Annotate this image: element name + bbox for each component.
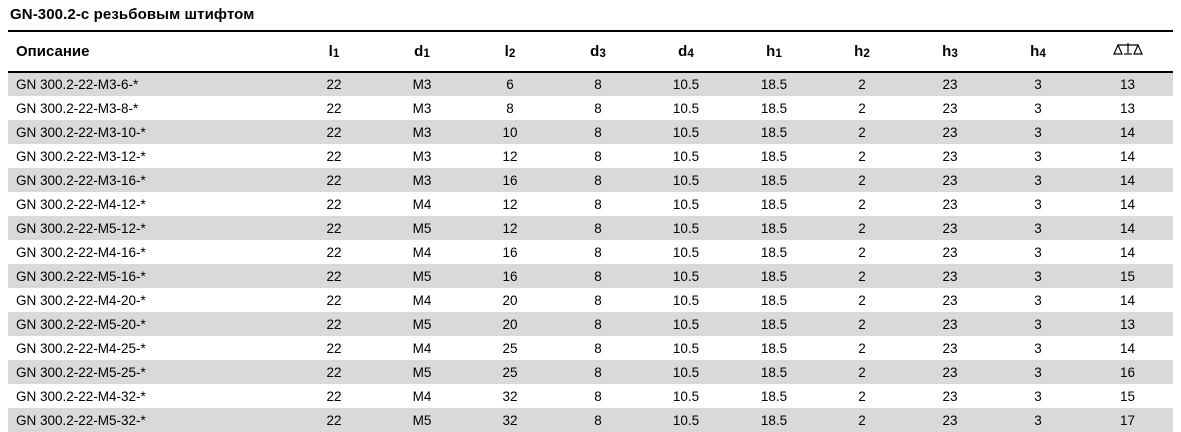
cell-weight: 13	[1082, 312, 1173, 336]
page-title: GN-300.2-с резьбовым штифтом	[10, 6, 255, 23]
cell-l2: 16	[466, 264, 554, 288]
cell-l2: 25	[466, 360, 554, 384]
cell-weight: 14	[1082, 288, 1173, 312]
cell-d3: 8	[554, 216, 642, 240]
cell-h1: 18.5	[730, 288, 818, 312]
cell-weight: 15	[1082, 384, 1173, 408]
cell-l1: 22	[290, 288, 378, 312]
cell-weight: 14	[1082, 240, 1173, 264]
column-header-h2: h2	[818, 31, 906, 72]
cell-d1: M5	[378, 408, 466, 432]
table-row[interactable]	[8, 192, 1173, 216]
cell-l2: 25	[466, 336, 554, 360]
cell-weight: 14	[1082, 144, 1173, 168]
cell-desc: GN 300.2-22-M5-32-*	[8, 408, 290, 432]
cell-d3: 8	[554, 408, 642, 432]
cell-desc: GN 300.2-22-M4-25-*	[8, 336, 290, 360]
table-row[interactable]	[8, 336, 1173, 360]
cell-l1: 22	[290, 312, 378, 336]
column-header-l1: l1	[290, 31, 378, 72]
cell-h2: 2	[818, 168, 906, 192]
cell-h4: 3	[994, 216, 1082, 240]
cell-desc: GN 300.2-22-M4-12-*	[8, 192, 290, 216]
cell-l2: 32	[466, 384, 554, 408]
cell-h3: 23	[906, 384, 994, 408]
cell-h2: 2	[818, 120, 906, 144]
cell-h3: 23	[906, 72, 994, 96]
cell-h4: 3	[994, 96, 1082, 120]
cell-d1: M5	[378, 312, 466, 336]
cell-d1: M4	[378, 288, 466, 312]
cell-d3: 8	[554, 264, 642, 288]
cell-d1: M3	[378, 168, 466, 192]
cell-weight: 13	[1082, 72, 1173, 96]
cell-d1: M4	[378, 336, 466, 360]
cell-l1: 22	[290, 384, 378, 408]
cell-l2: 8	[466, 96, 554, 120]
column-header-l2: l2	[466, 31, 554, 72]
cell-l2: 12	[466, 144, 554, 168]
cell-h3: 23	[906, 288, 994, 312]
table-row[interactable]	[8, 168, 1173, 192]
cell-h3: 23	[906, 168, 994, 192]
cell-d4: 10.5	[642, 120, 730, 144]
cell-weight: 15	[1082, 264, 1173, 288]
cell-l1: 22	[290, 408, 378, 432]
cell-h2: 2	[818, 240, 906, 264]
cell-l2: 16	[466, 168, 554, 192]
cell-d4: 10.5	[642, 240, 730, 264]
cell-d1: M3	[378, 120, 466, 144]
cell-weight: 16	[1082, 360, 1173, 384]
cell-d4: 10.5	[642, 264, 730, 288]
table-row[interactable]	[8, 216, 1173, 240]
cell-d3: 8	[554, 384, 642, 408]
table-row[interactable]	[8, 288, 1173, 312]
cell-h2: 2	[818, 336, 906, 360]
cell-d3: 8	[554, 360, 642, 384]
cell-d4: 10.5	[642, 72, 730, 96]
cell-h4: 3	[994, 144, 1082, 168]
cell-h4: 3	[994, 240, 1082, 264]
cell-d1: M5	[378, 360, 466, 384]
cell-d1: M3	[378, 144, 466, 168]
cell-d4: 10.5	[642, 408, 730, 432]
cell-l2: 20	[466, 288, 554, 312]
cell-weight: 14	[1082, 120, 1173, 144]
column-header-d4: d4	[642, 31, 730, 72]
cell-h2: 2	[818, 144, 906, 168]
cell-h1: 18.5	[730, 168, 818, 192]
cell-desc: GN 300.2-22-M3-12-*	[8, 144, 290, 168]
cell-l2: 12	[466, 216, 554, 240]
cell-h1: 18.5	[730, 336, 818, 360]
cell-l1: 22	[290, 192, 378, 216]
cell-h3: 23	[906, 360, 994, 384]
cell-h4: 3	[994, 288, 1082, 312]
cell-l2: 16	[466, 240, 554, 264]
cell-l1: 22	[290, 96, 378, 120]
cell-h1: 18.5	[730, 240, 818, 264]
table-row[interactable]	[8, 144, 1173, 168]
cell-desc: GN 300.2-22-M3-6-*	[8, 72, 290, 96]
cell-d3: 8	[554, 192, 642, 216]
cell-d3: 8	[554, 288, 642, 312]
cell-l1: 22	[290, 120, 378, 144]
scale-balance-icon	[1113, 41, 1143, 57]
cell-desc: GN 300.2-22-M3-16-*	[8, 168, 290, 192]
cell-d1: M4	[378, 384, 466, 408]
column-header-h1: h1	[730, 31, 818, 72]
cell-h3: 23	[906, 408, 994, 432]
cell-h2: 2	[818, 96, 906, 120]
cell-h4: 3	[994, 360, 1082, 384]
cell-d3: 8	[554, 336, 642, 360]
cell-d4: 10.5	[642, 336, 730, 360]
column-header-d1: d1	[378, 31, 466, 72]
cell-h1: 18.5	[730, 408, 818, 432]
cell-h3: 23	[906, 264, 994, 288]
cell-desc: GN 300.2-22-M4-16-*	[8, 240, 290, 264]
cell-h1: 18.5	[730, 384, 818, 408]
cell-h1: 18.5	[730, 120, 818, 144]
cell-h2: 2	[818, 72, 906, 96]
column-header-desc: Описание	[8, 31, 290, 72]
cell-h4: 3	[994, 72, 1082, 96]
cell-l1: 22	[290, 264, 378, 288]
cell-desc: GN 300.2-22-M5-20-*	[8, 312, 290, 336]
cell-h3: 23	[906, 312, 994, 336]
cell-h4: 3	[994, 408, 1082, 432]
table-row[interactable]	[8, 360, 1173, 384]
specification-table	[8, 30, 1173, 432]
cell-h2: 2	[818, 384, 906, 408]
column-header-weight	[1082, 31, 1173, 72]
cell-d4: 10.5	[642, 384, 730, 408]
cell-l1: 22	[290, 336, 378, 360]
cell-h1: 18.5	[730, 96, 818, 120]
cell-h2: 2	[818, 216, 906, 240]
table-row[interactable]	[8, 72, 1173, 96]
cell-l2: 6	[466, 72, 554, 96]
cell-d3: 8	[554, 144, 642, 168]
cell-d3: 8	[554, 168, 642, 192]
cell-d4: 10.5	[642, 288, 730, 312]
cell-d4: 10.5	[642, 312, 730, 336]
cell-d3: 8	[554, 120, 642, 144]
cell-l1: 22	[290, 168, 378, 192]
cell-desc: GN 300.2-22-M4-20-*	[8, 288, 290, 312]
cell-l1: 22	[290, 216, 378, 240]
cell-l1: 22	[290, 72, 378, 96]
cell-h1: 18.5	[730, 192, 818, 216]
cell-d1: M5	[378, 216, 466, 240]
table-header	[8, 31, 1173, 72]
cell-l2: 12	[466, 192, 554, 216]
cell-h1: 18.5	[730, 360, 818, 384]
cell-h4: 3	[994, 168, 1082, 192]
cell-d4: 10.5	[642, 144, 730, 168]
cell-h2: 2	[818, 360, 906, 384]
cell-l1: 22	[290, 360, 378, 384]
cell-d1: M5	[378, 264, 466, 288]
cell-d3: 8	[554, 96, 642, 120]
cell-d3: 8	[554, 312, 642, 336]
cell-desc: GN 300.2-22-M5-12-*	[8, 216, 290, 240]
cell-d4: 10.5	[642, 192, 730, 216]
cell-d4: 10.5	[642, 360, 730, 384]
cell-desc: GN 300.2-22-M3-8-*	[8, 96, 290, 120]
cell-d4: 10.5	[642, 96, 730, 120]
table-row[interactable]	[8, 408, 1173, 432]
cell-weight: 14	[1082, 336, 1173, 360]
cell-weight: 13	[1082, 96, 1173, 120]
cell-weight: 14	[1082, 216, 1173, 240]
cell-h2: 2	[818, 288, 906, 312]
cell-h1: 18.5	[730, 72, 818, 96]
cell-desc: GN 300.2-22-M5-25-*	[8, 360, 290, 384]
cell-h3: 23	[906, 336, 994, 360]
cell-h2: 2	[818, 408, 906, 432]
cell-h4: 3	[994, 192, 1082, 216]
cell-desc: GN 300.2-22-M5-16-*	[8, 264, 290, 288]
cell-d3: 8	[554, 72, 642, 96]
cell-h4: 3	[994, 120, 1082, 144]
column-header-d3: d3	[554, 31, 642, 72]
cell-h4: 3	[994, 264, 1082, 288]
cell-l1: 22	[290, 240, 378, 264]
cell-d4: 10.5	[642, 216, 730, 240]
cell-h1: 18.5	[730, 216, 818, 240]
cell-h4: 3	[994, 384, 1082, 408]
cell-weight: 14	[1082, 168, 1173, 192]
cell-desc: GN 300.2-22-M3-10-*	[8, 120, 290, 144]
column-header-h4: h4	[994, 31, 1082, 72]
table-row[interactable]	[8, 312, 1173, 336]
cell-h3: 23	[906, 240, 994, 264]
cell-desc: GN 300.2-22-M4-32-*	[8, 384, 290, 408]
table-row[interactable]	[8, 384, 1173, 408]
cell-d1: M3	[378, 96, 466, 120]
cell-h3: 23	[906, 192, 994, 216]
cell-h4: 3	[994, 336, 1082, 360]
table-header-row	[8, 31, 1173, 72]
table-row[interactable]	[8, 96, 1173, 120]
cell-l1: 22	[290, 144, 378, 168]
cell-h1: 18.5	[730, 144, 818, 168]
cell-l2: 20	[466, 312, 554, 336]
cell-h2: 2	[818, 192, 906, 216]
table-row[interactable]	[8, 264, 1173, 288]
cell-weight: 17	[1082, 408, 1173, 432]
cell-h1: 18.5	[730, 264, 818, 288]
cell-l2: 32	[466, 408, 554, 432]
cell-h2: 2	[818, 312, 906, 336]
cell-h3: 23	[906, 96, 994, 120]
table-body	[8, 72, 1173, 432]
cell-d3: 8	[554, 240, 642, 264]
cell-h3: 23	[906, 216, 994, 240]
column-header-h3: h3	[906, 31, 994, 72]
table-row[interactable]	[8, 240, 1173, 264]
cell-h3: 23	[906, 144, 994, 168]
table-row[interactable]	[8, 120, 1173, 144]
cell-h2: 2	[818, 264, 906, 288]
cell-h1: 18.5	[730, 312, 818, 336]
cell-h3: 23	[906, 120, 994, 144]
cell-d1: M4	[378, 192, 466, 216]
cell-h4: 3	[994, 312, 1082, 336]
cell-d4: 10.5	[642, 168, 730, 192]
cell-weight: 14	[1082, 192, 1173, 216]
cell-d1: M4	[378, 240, 466, 264]
cell-d1: M3	[378, 72, 466, 96]
cell-l2: 10	[466, 120, 554, 144]
